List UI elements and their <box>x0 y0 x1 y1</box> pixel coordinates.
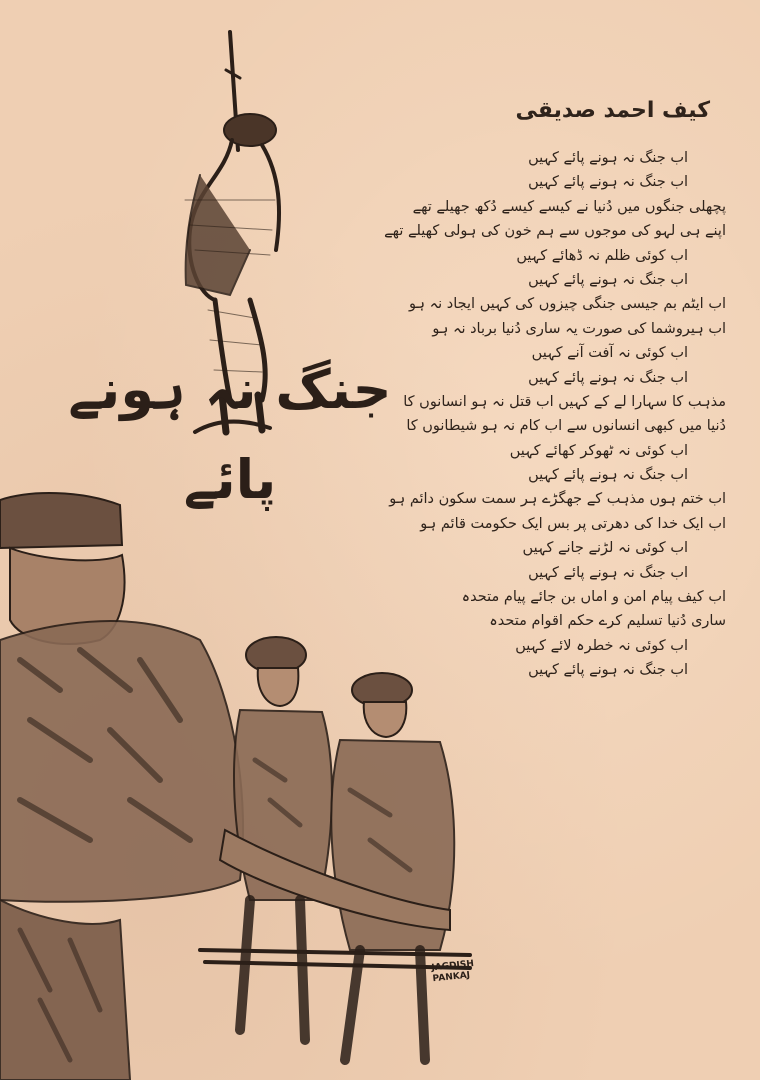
poem-line: دُنیا میں کبھی انسانوں سے اب کام نہ ہو شیطانوں کا <box>406 418 726 435</box>
poem-line: اب جنگ نہ ہونے پائے کہیں <box>528 467 688 484</box>
poem-line: مذہب کا سہارا لے کے کہیں اب قتل نہ ہو انسانوں کا <box>403 393 726 410</box>
poem-line: اب کوئی نہ ٹھوکر کھائے کہیں <box>509 442 688 459</box>
poem-body <box>384 146 726 683</box>
poem-title: جنگ نہ ہونے پائے <box>68 358 392 511</box>
stretcher-bearers-drawing <box>200 637 470 1060</box>
poem-line: پچھلی جنگوں میں دُنیا نے کیسے کیسے دُکھ جھیلے تھے <box>412 198 726 215</box>
poem-line: اب جنگ نہ ہونے پائے کہیں <box>528 564 688 581</box>
poem-line: اب ایک خدا کی دھرتی پر بس ایک حکومت قائم ہو <box>420 515 726 532</box>
poem-line: ساری دُنیا تسلیم کرے حکم اقوام متحدہ <box>489 613 726 630</box>
poem-line: اب جنگ نہ ہونے پائے کہیں <box>528 369 688 386</box>
poem-line: اب ایٹم بم جیسی جنگی چیزوں کی کہیں ایجاد نہ ہو <box>409 296 726 313</box>
poem-line: اب کوئی نہ خطرہ لائے کہیں <box>515 637 688 654</box>
poem-line: اپنے ہی لہو کی موجوں سے ہم خون کی ہولی کھیلے تھے <box>384 223 726 240</box>
author-name: کیف احمد صدیقی <box>515 98 710 123</box>
poem-line: اب کوئی نہ آفت آنے کہیں <box>531 345 688 362</box>
poem-line: اب جنگ نہ ہونے پائے کہیں <box>528 174 688 191</box>
poem-line: اب جنگ نہ ہونے پائے کہیں <box>528 662 688 679</box>
poem-line: اب جنگ نہ ہونے پائے کہیں <box>528 150 688 166</box>
poem-line: اب کوئی ظلم نہ ڈھائے کہیں <box>516 247 688 264</box>
artist-signature: JAGDISH PANKAJ <box>431 958 475 985</box>
foreground-soldier-drawing <box>0 493 243 1080</box>
poem-line: اب کوئی نہ لڑنے جانے کہیں <box>522 540 688 557</box>
poem-line: اب ہیروشما کی صورت یہ ساری دُنیا برباد نہ ہو <box>432 320 726 337</box>
poem-line: اب ختم ہوں مذہب کے جھگڑے ہر سمت سکون دائم ہو <box>389 491 726 508</box>
poem-line: اب جنگ نہ ہونے پائے کہیں <box>528 271 688 288</box>
poem-line: اب کیف پیام امن و اماں بن جائے پیام متحدہ <box>461 589 726 606</box>
